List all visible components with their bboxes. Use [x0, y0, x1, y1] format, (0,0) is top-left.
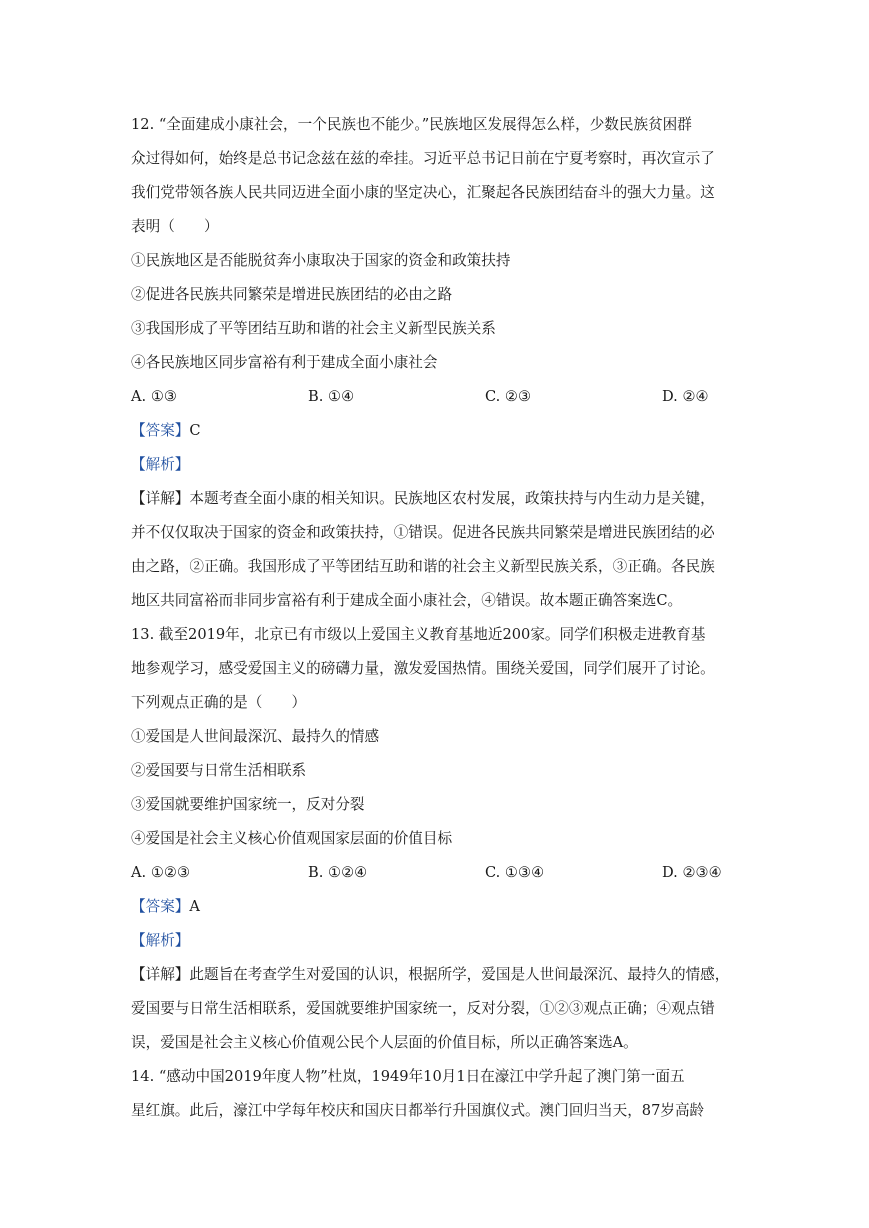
- statement-2: ②促进各民族共同繁荣是增进民族团结的必由之路: [131, 286, 453, 303]
- answer-tag: 【答案】: [131, 898, 190, 915]
- option-b: B. ①④: [308, 388, 355, 405]
- option-b: B. ①②④: [308, 864, 368, 881]
- question-stem-line: 14. “感动中国2019年度人物”杜岚，1949年10月1日在濠江中学升起了澳门第一面五: [131, 1068, 685, 1085]
- question-14: [131, 1060, 743, 1128]
- detail-text: 此题旨在考查学生对爱国的认识，根据所学，爱国是人世间最深沉、最持久的情感，: [189, 966, 730, 983]
- detail-line: [131, 482, 743, 516]
- detail-line: 并不仅仅取决于国家的资金和政策扶持，①错误。促进各民族共同繁荣是增进民族团结的必: [131, 524, 715, 541]
- question-stem-line: 我们党带领各族人民共同迈进全面小康的坚定决心，汇聚起各民族团结奋斗的强大力量。这: [131, 184, 715, 201]
- analysis-line: [131, 448, 743, 482]
- statement-4: ④爱国是社会主义核心价值观国家层面的价值目标: [131, 830, 453, 847]
- analysis-tag: 【解析】: [131, 932, 190, 949]
- detail-line: [131, 958, 743, 992]
- statement-1: ①民族地区是否能脱贫奔小康取决于国家的资金和政策扶持: [131, 252, 511, 269]
- question-stem-line: 下列观点正确的是（ ）: [131, 694, 307, 711]
- answer-tag: 【答案】: [131, 422, 190, 439]
- question-stem-line: 表明（ ）: [131, 218, 219, 235]
- option-c: C. ①③④: [485, 864, 545, 881]
- answer-options: [131, 380, 743, 414]
- question-12: [131, 108, 743, 618]
- statement-3: ③爱国就要维护国家统一，反对分裂: [131, 796, 365, 813]
- answer-line: [131, 414, 743, 448]
- statement-4: ④各民族地区同步富裕有利于建成全面小康社会: [131, 354, 438, 371]
- statement-2: ②爱国要与日常生活相联系: [131, 762, 307, 779]
- detail-line: 误，爱国是社会主义核心价值观公民个人层面的价值目标，所以正确答案选A。: [131, 1034, 638, 1051]
- question-stem-line: 地参观学习，感受爱国主义的磅礴力量，激发爱国热情。围绕关爱国，同学们展开了讨论。: [131, 660, 715, 677]
- question-13: [131, 618, 743, 1060]
- detail-text: 本题考查全面小康的相关知识。民族地区农村发展，政策扶持与内生动力是关键，: [189, 490, 715, 507]
- statement-1: ①爱国是人世间最深沉、最持久的情感: [131, 728, 380, 745]
- option-d: D. ②④: [662, 388, 709, 405]
- answer-value: C: [189, 422, 201, 439]
- answer-value: A: [189, 898, 200, 915]
- question-stem-line: 众过得如何，始终是总书记念兹在兹的牵挂。习近平总书记日前在宁夏考察时，再次宣示了: [131, 150, 715, 167]
- analysis-line: [131, 924, 743, 958]
- question-stem-line: 12. “全面建成小康社会，一个民族也不能少。”民族地区发展得怎么样，少数民族贫困群: [131, 116, 692, 133]
- option-a: A. ①②③: [131, 864, 191, 881]
- answer-line: [131, 890, 743, 924]
- detail-line: 地区共同富裕而非同步富裕有利于建成全面小康社会，④错误。故本题正确答案选C。: [131, 592, 683, 609]
- detail-line: 爱国要与日常生活相联系，爱国就要维护国家统一，反对分裂，①②③观点正确；④观点错: [131, 1000, 715, 1017]
- answer-options: [131, 856, 743, 890]
- document-content: [131, 108, 743, 1128]
- question-stem-line: 13. 截至2019年，北京已有市级以上爱国主义教育基地近200家。同学们积极走进教育基: [131, 626, 706, 643]
- option-c: C. ②③: [485, 388, 532, 405]
- detail-line: 由之路，②正确。我国形成了平等团结互助和谐的社会主义新型民族关系，③正确。各民族: [131, 558, 715, 575]
- option-a: A. ①③: [131, 388, 177, 405]
- detail-tag: 【详解】: [131, 966, 190, 983]
- statement-3: ③我国形成了平等团结互助和谐的社会主义新型民族关系: [131, 320, 496, 337]
- question-stem-line: 星红旗。此后，濠江中学每年校庆和国庆日都举行升国旗仪式。澳门回归当天，87岁高龄: [131, 1102, 705, 1119]
- detail-tag: 【详解】: [131, 490, 190, 507]
- option-d: D. ②③④: [662, 864, 722, 881]
- analysis-tag: 【解析】: [131, 456, 190, 473]
